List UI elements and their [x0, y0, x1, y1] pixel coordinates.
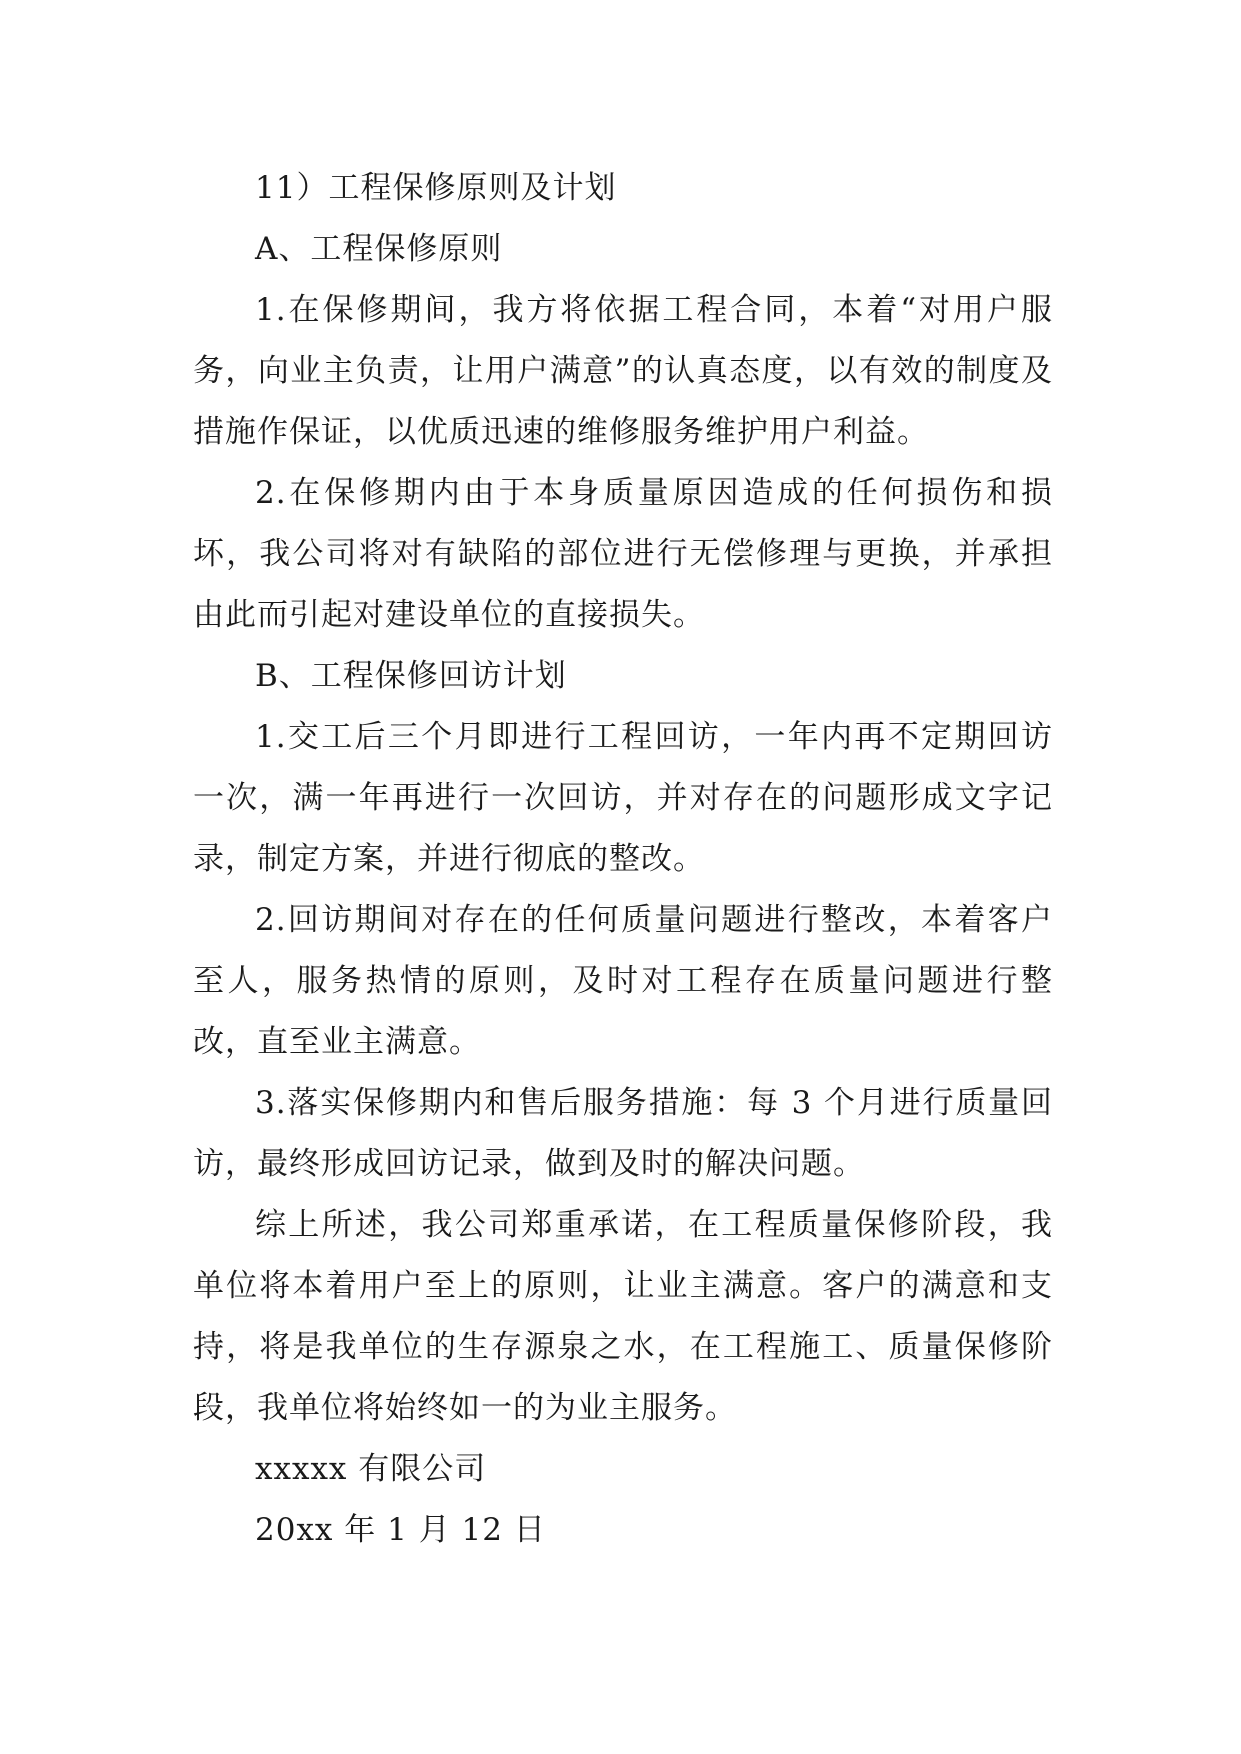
paragraph-b1: 1.交工后三个月即进行工程回访，一年内再不定期回访一次，满一年再进行一次回访，并对存在的问题形成文字记录，制定方案，并进行彻底的整改。: [193, 719, 1053, 877]
paragraph-summary: 综上所述，我公司郑重承诺，在工程质量保修阶段，我单位将本着用户至上的原则，让业主满意。客户的满意和支持，将是我单位的生存源泉之水，在工程施工、质量保修阶段，我单位将始终如一的为业主服务。: [193, 1207, 1053, 1426]
paragraph-b2: 2.回访期间对存在的任何质量问题进行整改，本着客户至人，服务热情的原则，及时对工程存在质量问题进行整改，直至业主满意。: [193, 902, 1053, 1060]
signature-company: xxxxx 有限公司: [255, 1451, 487, 1487]
subsection-heading-b: B、工程保修回访计划: [255, 658, 567, 694]
paragraph-b3: 3.落实保修期内和售后服务措施：每 3 个月进行质量回访，最终形成回访记录，做到及时的解决问题。: [193, 1085, 1053, 1182]
section-heading: 11）工程保修原则及计划: [255, 170, 617, 206]
signature-date: 20xx 年 1 月 12 日: [255, 1512, 546, 1548]
document-body: [193, 158, 1053, 1561]
paragraph-a1: 1.在保修期间，我方将依据工程合同，本着“对用户服务，向业主负责，让用户满意”的认真态度，以有效的制度及措施作保证，以优质迅速的维修服务维护用户利益。: [193, 292, 1053, 450]
subsection-heading-a: A、工程保修原则: [255, 231, 503, 267]
paragraph-a2: 2.在保修期内由于本身质量原因造成的任何损伤和损坏，我公司将对有缺陷的部位进行无偿修理与更换，并承担由此而引起对建设单位的直接损失。: [193, 475, 1053, 633]
